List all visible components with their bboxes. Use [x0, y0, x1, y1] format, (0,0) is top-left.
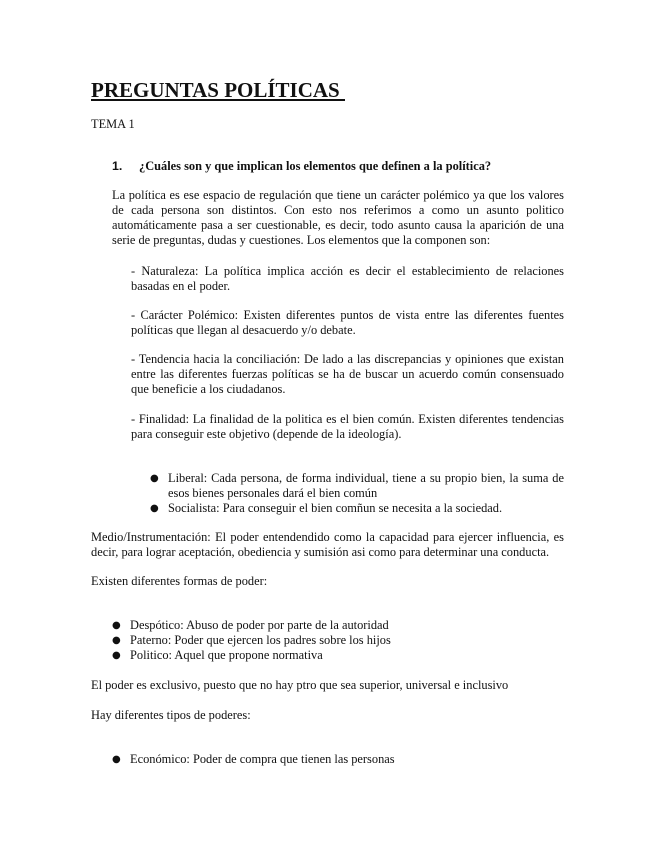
list-item-text: Despótico: Abuso de poder por parte de la autoridad	[130, 618, 389, 632]
power-forms-list	[112, 618, 564, 663]
page-title: PREGUNTAS POLÍTICAS	[91, 78, 345, 102]
types-intro: Hay diferentes tipos de poderes:	[91, 708, 251, 722]
question-text: ¿Cuáles son y que implican los elementos que definen a la política?	[139, 159, 492, 173]
list-item	[150, 501, 564, 516]
medio-paragraph: Medio/Instrumentación: El poder entendendido como la capacidad para ejercer influencia, es decir, para lograr aceptación, obediencia y sumisión asi como para determinar una conducta.	[91, 530, 564, 559]
bullet-icon: ●	[150, 503, 159, 514]
element-naturaleza: - Naturaleza: La política implica acción es decir el establecimiento de relaciones basadas en el poder.	[131, 264, 564, 293]
list-item-text: Socialista: Para conseguir el bien comñun se necesita a la sociedad.	[168, 501, 503, 515]
list-item	[150, 471, 564, 501]
ideology-list	[150, 471, 564, 516]
question-heading	[112, 159, 542, 174]
element-finalidad: - Finalidad: La finalidad de la politica es el bien común. Existen diferentes tendencias para conseguir este objetivo (depende de la ideología).	[131, 412, 564, 441]
element-tendencia: - Tendencia hacia la conciliación: De lado a las discrepancias y opiniones que existan entre las diferentes fuerzas políticas se ha de buscar un acuerdo común consensuado que beneficie a los ciudadanos.	[131, 352, 564, 396]
list-item	[112, 633, 564, 648]
power-types-list	[112, 752, 564, 767]
forms-intro: Existen diferentes formas de poder:	[91, 574, 268, 588]
list-item-text: Paterno: Poder que ejercen los padres sobre los hijos	[130, 633, 391, 647]
list-item-text: Económico: Poder de compra que tienen las personas	[130, 752, 395, 766]
bullet-icon: ●	[112, 635, 121, 646]
element-caracter-polemico: - Carácter Polémico: Existen diferentes puntos de vista entre las diferentes fuentes políticas que llegan al desacuerdo y/o debate.	[131, 308, 564, 337]
list-item-text: Liberal: Cada persona, de forma individual, tiene a su propio bien, la suma de esos bienes personales dará el bien común	[168, 471, 564, 500]
bullet-icon: ●	[150, 473, 159, 484]
list-item	[112, 648, 564, 663]
bullet-icon: ●	[112, 620, 121, 631]
section-label: TEMA 1	[91, 117, 135, 131]
list-item-text: Politico: Aquel que propone normativa	[130, 648, 323, 662]
bullet-icon: ●	[112, 754, 121, 765]
bullet-icon: ●	[112, 650, 121, 661]
question-number: 1.	[112, 159, 123, 173]
list-item	[112, 618, 564, 633]
intro-paragraph: La política es ese espacio de regulación que tiene un carácter polémico ya que los valores de cada persona son distintos. Con esto nos referimos a como un asunto politico automáticamente pasa a ser cuestionable, es decir, todo asunto causa la aparición de una serie de preguntas, dudas y cuestiones. Los elementos que la componen son:	[112, 188, 564, 247]
exclusivo-paragraph: El poder es exclusivo, puesto que no hay ptro que sea superior, universal e inclusivo	[91, 678, 509, 692]
list-item	[112, 752, 564, 767]
